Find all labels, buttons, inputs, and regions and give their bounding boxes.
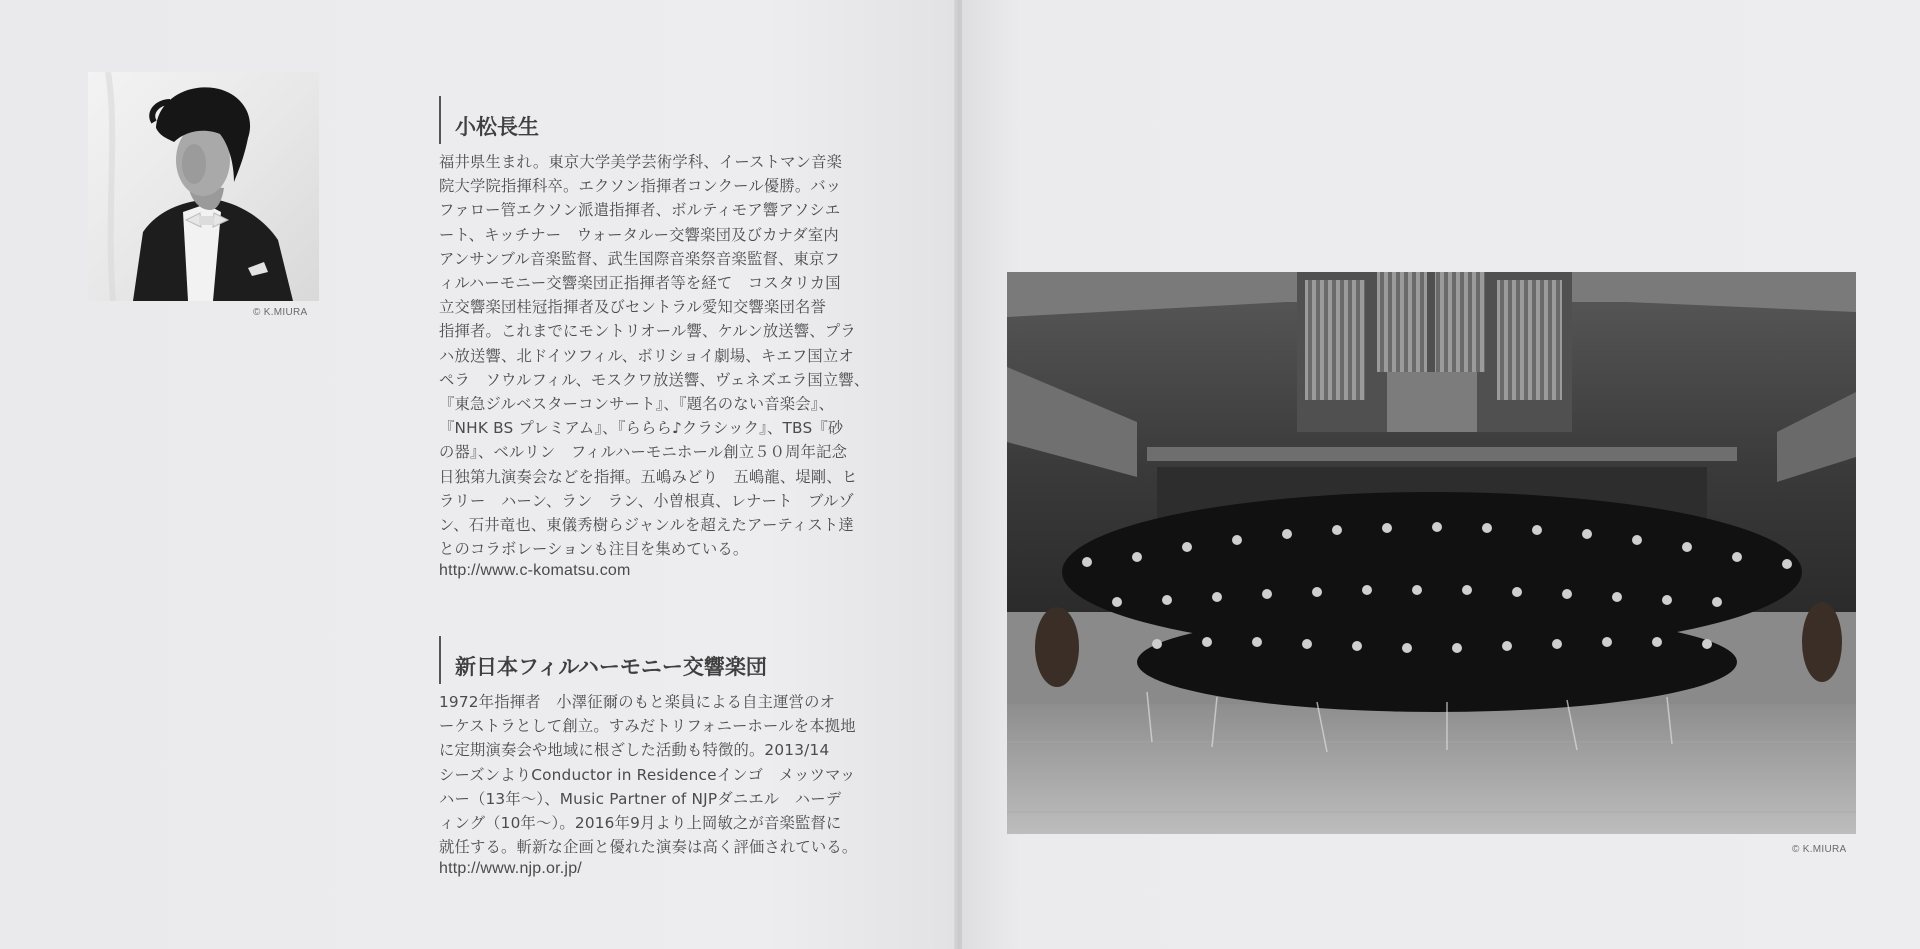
orchestra-website-link[interactable]: http://www.njp.or.jp/ [439,860,582,878]
orchestra-name: 新日本フィルハーモニー交響楽団 [439,636,929,684]
left-page [0,0,958,949]
conductor-portrait [88,72,319,301]
orchestra-bio-text: 1972年指揮者 小澤征爾のもと楽員による自主運営のオ ーケストラとして創立。すみだトリフォニーホールを本拠地 に定期演奏会や地域に根ざした活動も特徴的。2013/14 シーズンよりConductor in Residenceインゴ メッツマッ ハー（13年〜）、Music Partner of NJPダニエル ハーデ ィング（10年〜）。2016年9月より上岡敏之が音楽監督に 就任する。斬新な企画と優れた演奏は高く評価されている。 [439,693,858,857]
portrait-credit: © K.MIURA [253,307,308,318]
conductor-bio-text: 福井県生まれ。東京大学美学芸術学科、イーストマン音楽 院大学院指揮科卒。エクソン指揮者コンクール優勝。バッ ファロー管エクソン派遣指揮者、ボルティモア響アソシエ ート、キッチナー ウォータルー交響楽団及びカナダ室内 アンサンブル音楽監督、武生国際音楽祭音楽監督、東京フ ィルハーモニー交響楽団正指揮者等を経て コスタリカ国 立交響楽団桂冠指揮者及びセントラル愛知交響楽団名誉 指揮者。これまでにモントリオール響、ケルン放送響、プラ ハ放送響、北ドイツフィル、ボリショイ劇場、キエフ国立オ ペラ ソウルフィル、モスクワ放送響、ヴェネズエラ国立響、 『東急ジルベスターコンサート』、『題名のない音楽会』、 『NHK BS プレミアム』、『ららら♪クラシック』、TBS『砂 の器』、ベルリン フィルハーモニホール創立５０周年記念 日独第九演奏会などを指揮。五嶋みどり 五嶋龍、堤剛、ヒ ラリー ハーン、ラン ラン、小曽根真、レナート ブルゾ ン、石井竜也、東儀秀樹らジャンルを超えたアーティスト達 とのコラボレーションも注目を集めている。 [439,153,870,559]
conductor-name: 小松長生 [439,96,929,144]
conductor-bio-section [439,96,929,580]
orchestra-photo [1007,272,1856,834]
conductor-website-link[interactable]: http://www.c-komatsu.com [439,562,631,580]
photo-credit: © K.MIURA [1792,844,1847,855]
orchestra-bio-section [439,636,929,878]
